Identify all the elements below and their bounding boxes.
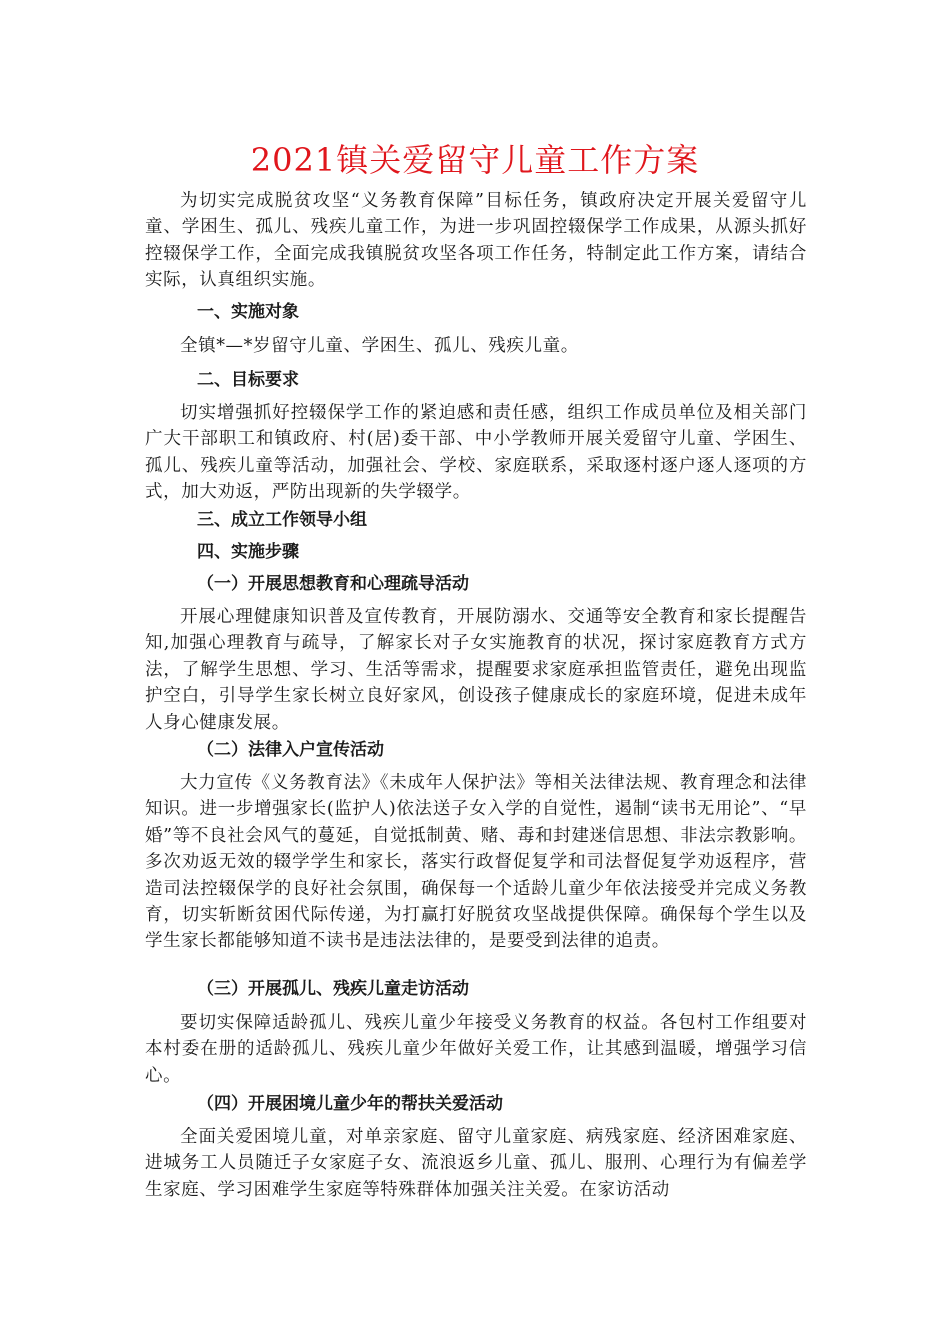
subsection-text-4: 全面关爱困境儿童，对单亲家庭、留守儿童家庭、病残家庭、经济困难家庭、进城务工人员随迁子女家庭子女、流浪返乡儿童、孤儿、服刑、心理行为有偏差学生家庭、学习困难学生家庭等特殊群体加强关注关爱。在家访活动 bbox=[145, 1127, 807, 1200]
subsection-text-1: 开展心理健康知识普及宣传教育，开展防溺水、交通等安全教育和家长提醒告知,加强心理教育与疏导，了解家长对子女实施教育的状况，探讨家庭教育方式方法，了解学生思想、学习、生活等需求，提醒要求家庭承担监管责任，避免出现监护空白，引导学生家长树立良好家风，创设孩子健康成长的家庭环境，促进未成年人身心健康发展。 bbox=[145, 607, 807, 733]
document-title: 2021镇关爱留守儿童工作方案 bbox=[250, 141, 700, 179]
section-heading-2: 二、目标要求 bbox=[197, 370, 299, 390]
section-text-1: 全镇*—*岁留守儿童、学困生、孤儿、残疾儿童。 bbox=[180, 336, 579, 356]
section-text-2: 切实增强抓好控辍保学工作的紧迫感和责任感，组织工作成员单位及相关部门广大干部职工和镇政府、村(居)委干部、中小学教师开展关爱留守儿童、学困生、孤儿、残疾儿童等活动，加强社会、学校、家庭联系，采取逐村逐户逐人逐项的方式，加大劝返，严防出现新的失学辍学。 bbox=[145, 403, 807, 503]
subsection-text-3: 要切实保障适龄孤儿、残疾儿童少年接受义务教育的权益。各包村工作组要对本村委在册的适龄孤儿、残疾儿童少年做好关爱工作，让其感到温暖，增强学习信心。 bbox=[145, 1013, 807, 1086]
subsection-text-2: 大力宣传《义务教育法》《未成年人保护法》等相关法律法规、教育理念和法律知识。进一步增强家长(监护人)依法送子女入学的自觉性，遏制“读书无用论”、“早婚”等不良社会风气的蔓延，自觉抵制黄、赌、毒和封建迷信思想、非法宗教影响。多次劝返无效的辍学学生和家长，落实行政督促复学和司法督促复学劝返程序，营造司法控辍保学的良好社会氛围，确保每一个适龄儿童少年依法接受并完成义务教育，切实斩断贫困代际传递，为打赢打好脱贫攻坚战提供保障。确保每个学生以及学生家长都能够知道不读书是违法法律的，是要受到法律的追责。 bbox=[145, 773, 807, 952]
subsection-heading-4: （四）开展困境儿童少年的帮扶关爱活动 bbox=[197, 1094, 503, 1114]
section-heading-1: 一、实施对象 bbox=[197, 302, 299, 322]
section-heading-3: 三、成立工作领导小组 bbox=[197, 510, 367, 530]
subsection-heading-3: （三）开展孤儿、残疾儿童走访活动 bbox=[197, 979, 469, 999]
subsection-heading-2: （二）法律入户宣传活动 bbox=[197, 740, 384, 760]
subsection-heading-1: （一）开展思想教育和心理疏导活动 bbox=[197, 574, 469, 594]
section-heading-4: 四、实施步骤 bbox=[197, 542, 299, 562]
intro-paragraph: 为切实完成脱贫攻坚“义务教育保障”目标任务，镇政府决定开展关爱留守儿童、学困生、孤儿、残疾儿童工作，为进一步巩固控辍保学工作成果，从源头抓好控辍保学工作，全面完成我镇脱贫攻坚各项工作任务，特制定此工作方案，请结合实际，认真组织实施。 bbox=[145, 191, 807, 291]
